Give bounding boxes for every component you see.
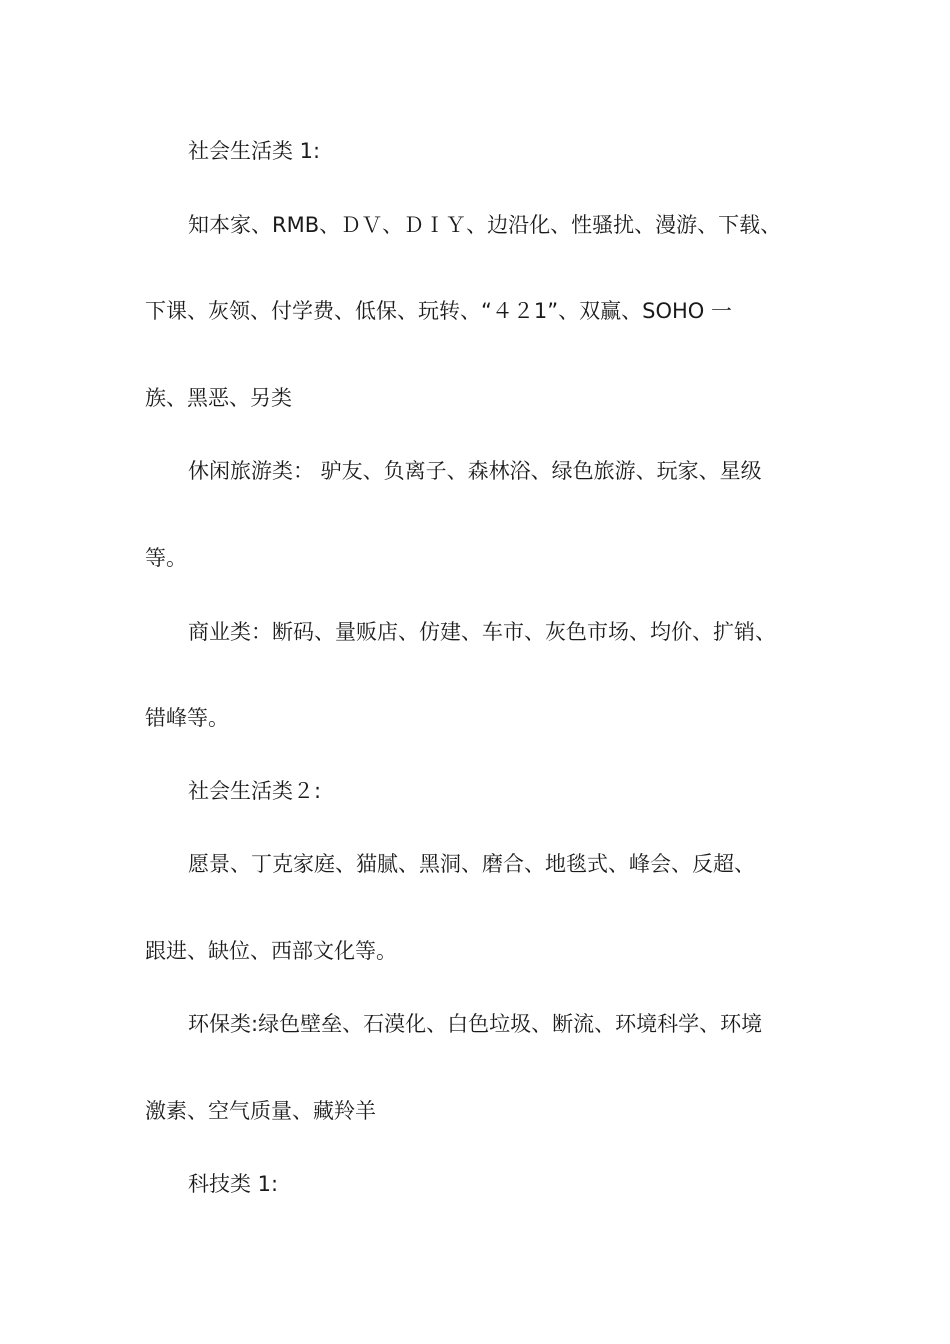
- paragraph-line: 环保类:绿色壁垒、石漠化、白色垃圾、断流、环境科学、环境: [188, 1012, 763, 1036]
- paragraph-line: 休闲旅游类： 驴友、负离子、森林浴、绿色旅游、玩家、星级: [188, 459, 762, 483]
- heading-social-life-1: 社会生活类 1:: [188, 139, 321, 163]
- paragraph-line: 错峰等。: [145, 706, 229, 730]
- paragraph-line: 激素、空气质量、藏羚羊: [145, 1099, 376, 1123]
- heading-technology-1: 科技类 1:: [188, 1172, 279, 1196]
- heading-social-life-2: 社会生活类２:: [188, 779, 322, 803]
- paragraph-line: 族、黑恶、另类: [145, 386, 292, 410]
- paragraph-line: 愿景、丁克家庭、猫腻、黑洞、磨合、地毯式、峰会、反超、: [188, 852, 755, 876]
- paragraph-line: 商业类：断码、量贩店、仿建、车市、灰色市场、均价、扩销、: [188, 620, 776, 644]
- paragraph-line: 下课、灰领、付学费、低保、玩转、“４２1”、双赢、SOHO 一: [145, 299, 732, 323]
- paragraph-line: 知本家、RMB、ＤＶ、ＤＩＹ、边沿化、性骚扰、漫游、下载、: [188, 213, 782, 237]
- paragraph-line: 跟进、缺位、西部文化等。: [145, 939, 397, 963]
- paragraph-line: 等。: [145, 546, 187, 570]
